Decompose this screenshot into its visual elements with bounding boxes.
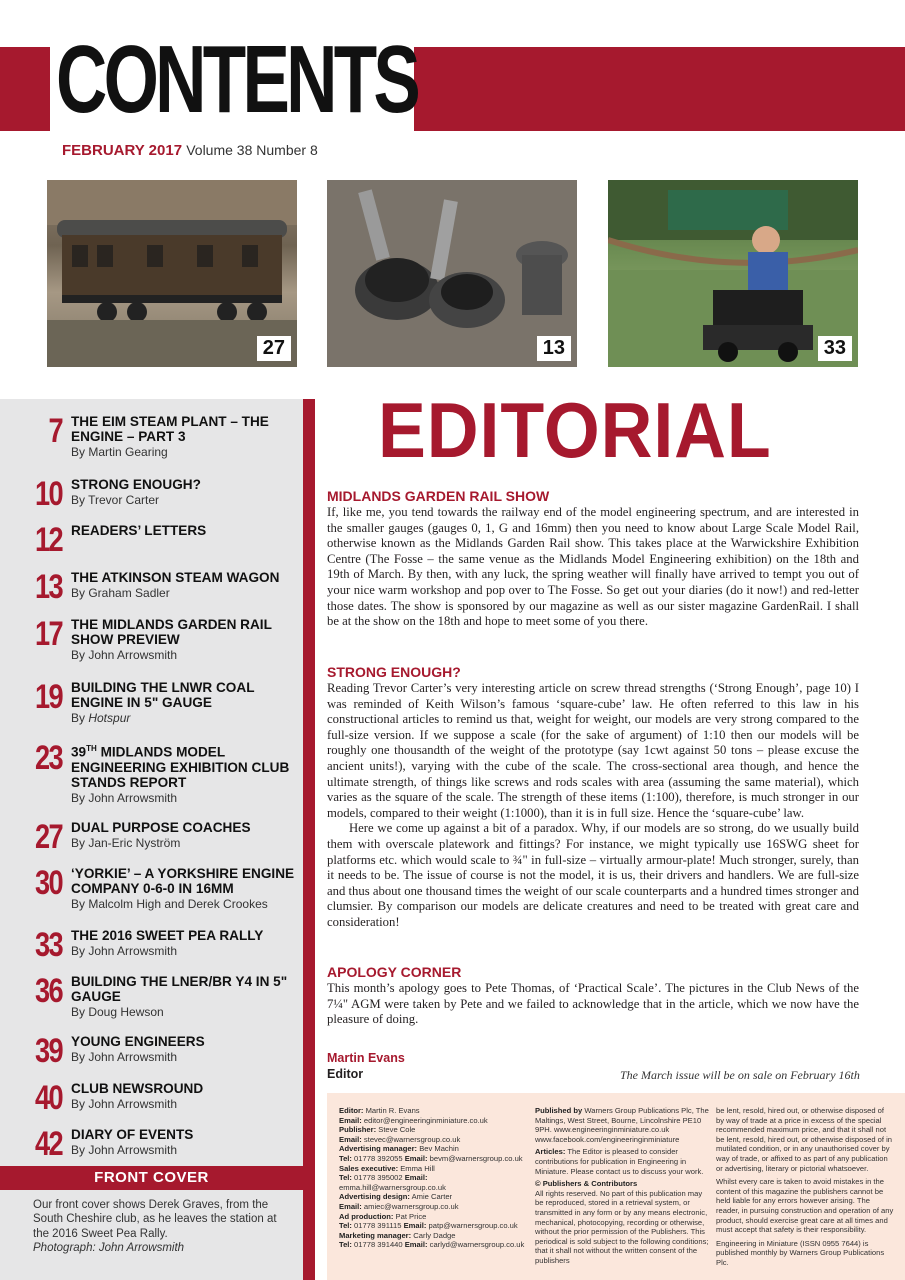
- section-heading: APOLOGY CORNER: [327, 964, 462, 980]
- section-heading: STRONG ENOUGH?: [327, 664, 461, 680]
- photo-credit: Photograph: John Arrowsmith: [33, 1241, 185, 1254]
- photo-page-number: 27: [257, 336, 291, 361]
- toc-title: ‘YORKIE’ – A YORKSHIRE ENGINE COMPANY 0-6-0 IN 16MM By Malcolm High and Derek Crookes: [71, 866, 299, 912]
- section-body: Reading Trevor Carter’s very interesting article on screw thread strengths (‘Strong Enough’, page 10) I was reminded of Keith Wilson’s famous ‘square-cube’ law. He often referred to this law in his constructional articles to remind us that, weight for weight, our models are very strong compared to the full-size version. If we suppose a scale (for the sake of argument) of 1:10 then our models will be roughly one thousandth of the weight of the prototype (say 1cwt against 50 tons – please excuse the ancient units!), varying with the cube of the scale. The cross-sectional area though, and hence the ultimate strength, of things like screws and rods scales with area (assuming the same material), which varies as the square of the scale. The strength of these items (1:100), therefore, is much stronger in our models, compared to their weight (1:1000), than it is in full size. Hence the ‘square-cube’ law. Here we come up against a bit of a paradox. Why, if our models are so strong, do we usually build them with overscale platework and fittings? For instance, we might typically use 16SWG sheet for platforms etc. which would scale to ¾" in full-size – virtually armour-plate! Much stronger, surely, than it needs to be. The issue of course is not the model, it is us, their drivers and handlers. We are full-size and thus about one thousand times the weight of our scale counterparts and a hundred times stronger and clumsier. By comparison our models are delicate creatures and need to be treated with great care and consideration!: [327, 681, 859, 929]
- toc-byline: By Martin Gearing: [71, 445, 168, 459]
- page-title: CONTENTS: [56, 26, 418, 133]
- toc-page-number: 39: [34, 1032, 62, 1070]
- toc-title: STRONG ENOUGH? By Trevor Carter: [71, 477, 299, 508]
- toc-page-number: 33: [34, 926, 62, 964]
- toc-page-number: 42: [34, 1125, 62, 1163]
- front-cover-caption: Our front cover shows Derek Graves, from the South Cheshire club, as he leaves the station at the 2016 Sweet Pea Rally. Photograph: John Arrowsmith: [33, 1199, 277, 1254]
- toc-page-number: 40: [34, 1079, 62, 1117]
- toc-page-number: 27: [34, 818, 62, 856]
- toc-byline: By Trevor Carter: [71, 493, 160, 507]
- toc-byline: By John Arrowsmith: [71, 944, 178, 958]
- staff-list: Editor: Martin R. Evans Email: editor@engineeringinminiature.co.uk Publisher: Steve Cole Email: stevec@warnersgroup.co.uk Advertising manager: Bev Machin Tel: 01778 392055 Email: bevm@warnersgroup.co.uk Sales executive: Emma Hill Tel: 01778 395002 Email: emma.hill@warnersgroup.co.uk Advertising design: Amie Carter Email: amiec@warnersgroup.co.uk Ad production: Pat Price Tel: 01778 391115 Email: patp@warnersgroup.co.uk Marketing manager: Carly Dadge Tel: 01778 391440 Email: carlyd@warnersgroup.co.uk: [339, 1106, 525, 1250]
- toc-byline: By Doug Hewson: [71, 1005, 164, 1019]
- editor-role: Editor: [327, 1067, 364, 1081]
- header-bar-right: [414, 47, 905, 131]
- section-body: If, like me, you tend towards the railway end of the model engineering spectrum, and are interested in the smaller gauges (gauges 0, 1, G and 16mm) then you need to know about Large Scale Model Rail, otherwise known as the Midlands Garden Rail show. This takes place at the Warwickshire Exhibition Centre (The Fosse – the same venue as the Midlands Model Engineering exhibition) on the 18th and 19th of March. By then, with any luck, the spring weather will finally have arrived to tempt you out of your nice warm workshop and pop over to The Fosse. So get out your diaries (do it now!) and red-letter those dates. The show is sponsored by our magazine as well as our sister magazine GardenRail. I shall be at the show on the 18th and hope to meet some of you there.: [327, 505, 859, 629]
- toc-title: YOUNG ENGINEERS By John Arrowsmith: [71, 1034, 299, 1065]
- sidebar-divider: [303, 399, 315, 1280]
- toc-title: THE 2016 SWEET PEA RALLY By John Arrowsmith: [71, 928, 299, 959]
- editor-name: Martin Evans: [327, 1051, 405, 1065]
- toc-title: THE MIDLANDS GARDEN RAIL SHOW PREVIEW By John Arrowsmith: [71, 617, 299, 663]
- toc-title: DIARY OF EVENTS By John Arrowsmith: [71, 1127, 299, 1158]
- toc-page-number: 12: [34, 521, 62, 559]
- toc-title: BUILDING THE LNWR COAL ENGINE IN 5" GAUGE By Hotspur: [71, 680, 299, 726]
- photo-engine-parts[interactable]: [327, 180, 577, 367]
- photo-coach[interactable]: [47, 180, 297, 367]
- toc-byline: By Hotspur: [71, 711, 131, 725]
- toc-title: THE EIM STEAM PLANT – THE ENGINE – PART 3 By Martin Gearing: [71, 414, 299, 460]
- toc-title: DUAL PURPOSE COACHES By Jan-Eric Nyström: [71, 820, 299, 851]
- toc-title: CLUB NEWSROUND By John Arrowsmith: [71, 1081, 299, 1112]
- toc-byline: By John Arrowsmith: [71, 1050, 178, 1064]
- toc-byline: By Graham Sadler: [71, 586, 170, 600]
- toc-byline: By John Arrowsmith: [71, 1097, 178, 1111]
- editorial-heading: EDITORIAL: [378, 386, 772, 474]
- issue-month: FEBRUARY 2017: [62, 142, 183, 159]
- toc-byline: By John Arrowsmith: [71, 790, 178, 805]
- photo-rally[interactable]: [608, 180, 858, 367]
- toc-byline: By John Arrowsmith: [71, 648, 178, 662]
- editor-signoff: [327, 1050, 405, 1082]
- toc-title: BUILDING THE LNER/BR Y4 IN 5" GAUGE By Doug Hewson: [71, 974, 299, 1020]
- toc-page-number: 36: [34, 972, 62, 1010]
- issue-volume: Volume 38 Number 8: [186, 142, 318, 158]
- toc-byline: By Malcolm High and Derek Crookes: [71, 897, 268, 911]
- publisher-details: Published by Warners Group Publications Plc, The Maltings, West Street, Bourne, Lincolnshire PE10 9PH. www.engineeringinminiature.co.uk www.facebook.com/engineeringinminiature Articles: The Editor is pleased to consider contributions for publication in Engineering in Miniature. Please contact us to discuss your work. © Publishers & Contributors All rights reserved. No part of this publication may be reproduced, stored in a retrieval system, or transmitted in any form or by any means electronic, mechanical, photocopying, recording or otherwise, without the prior permission of the Publishers. This periodical is sold subject to the following conditions; that it shall not without the written consent of the publishers: [535, 1106, 709, 1265]
- section-heading: MIDLANDS GARDEN RAIL SHOW: [327, 488, 550, 504]
- toc-byline: By Jan-Eric Nyström: [71, 836, 181, 850]
- issue-line: [62, 142, 318, 159]
- photo-page-number: 33: [818, 336, 852, 361]
- toc-page-number: 13: [34, 568, 62, 606]
- toc-page-number: 30: [34, 864, 62, 902]
- toc-title: READERS’ LETTERS: [71, 523, 207, 538]
- header-bar-left: [0, 47, 50, 131]
- toc-byline: By John Arrowsmith: [71, 1143, 178, 1157]
- toc-title: 39TH MIDLANDS MODEL ENGINEERING EXHIBITION CLUB STANDS REPORT By John Arrowsmith: [71, 741, 299, 806]
- toc-page-number: 10: [34, 475, 62, 513]
- toc-title: THE ATKINSON STEAM WAGON By Graham Sadler: [71, 570, 299, 601]
- toc-page-number: 7: [48, 412, 62, 450]
- photo-page-number: 13: [537, 336, 571, 361]
- toc-page-number: 23: [34, 739, 62, 777]
- toc-page-number: 19: [34, 678, 62, 716]
- toc-page-number: 17: [34, 615, 62, 653]
- section-body: This month’s apology goes to Pete Thomas, of ‘Practical Scale’. The pictures in the Club News of the 7¼" AGM were taken by Pete and we failed to acknowledge that in the article, which we now have the pleasure of doing.: [327, 981, 859, 1027]
- legal-notice: be lent, resold, hired out, or otherwise disposed of by way of trade at a price in excess of the special recommended maximum price, and that it shall not be lent, resold, hired out, or otherwise disposed of in mutilated condition, or in any unauthorised cover by way of trade, or affixed to as part of any publication or advertising, literary or pictorial whatsoever. Whilst every care is taken to avoid mistakes in the content of this magazine the publishers cannot be held liable for any errors however arising. The reader, in pursuing construction and operation of any product, should exercise great care at all times and must accept that safety is their responsibility. Engineering in Miniature (ISSN 0955 7644) is published monthly by Warners Group Publications Plc.: [716, 1106, 894, 1267]
- front-cover-heading: FRONT COVER: [0, 1166, 303, 1190]
- next-issue-note: The March issue will be on sale on February 16th: [620, 1068, 860, 1082]
